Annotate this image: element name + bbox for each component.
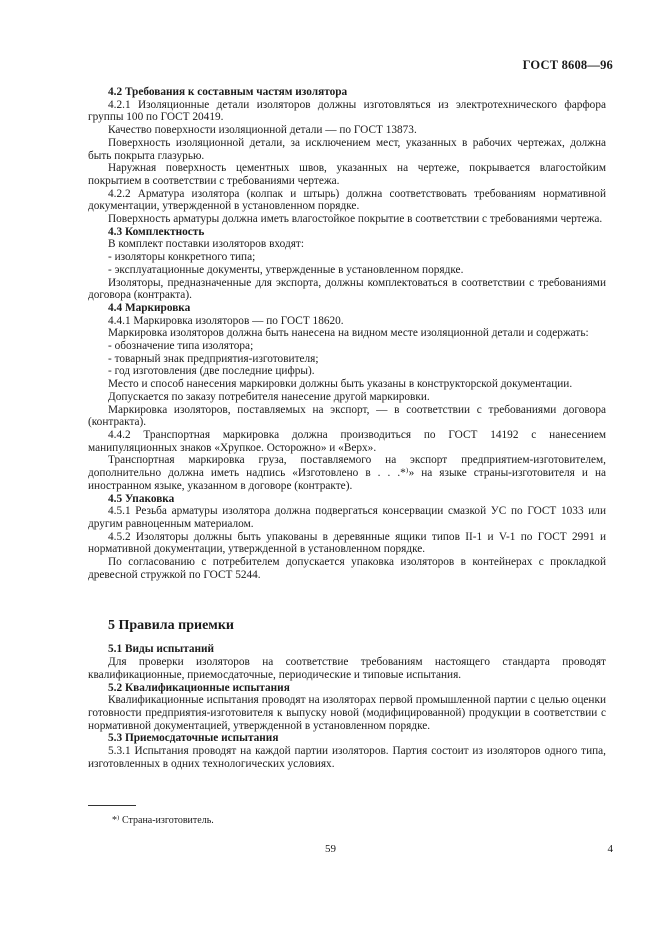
footnote-divider [88,805,136,806]
paragraph: Поверхность изоляционной детали, за исключением мест, указанных в рабочих чертежах, должна быть покрыта глазурью. [88,136,606,162]
subsection-heading: 4.5 Упаковка [108,492,175,505]
paragraph: Квалификационные испытания проводят на изоляторах первой промышленной партии с целью оценки готовности предприятия-изготовителя к выпуску новой (модифицированной) продукции в соответствии с нормативной документацией, утвержденной в установленном порядке. [88,694,606,732]
paragraph: Поверхность арматуры должна иметь влагостойкое покрытие в соответствии с требованиями чертежа. [108,213,603,226]
paragraph: Маркировка изоляторов, поставляемых на экспорт, — в соответствии с требованиями договора (контракта). [88,403,606,429]
paragraph: Качество поверхности изоляционной детали — по ГОСТ 13873. [108,124,417,137]
paragraph: 5.3.1 Испытания проводят на каждой партии изоляторов. Партия состоит из изоляторов одного типа, изготовленных в одних технологических условиях. [88,745,606,770]
subsection-heading: 4.4 Маркировка [108,301,191,314]
page-number-center: 59 [325,843,336,855]
paragraph: 4.2.1 Изоляционные детали изоляторов должны изготовляться из электротехнического фарфора группы 100 по ГОСТ 20419. [88,98,606,124]
paragraph: Допускается по заказу потребителя нанесение другой маркировки. [108,390,430,403]
paragraph: Маркировка изоляторов должна быть нанесена на видном месте изоляционной детали и содержать: [108,327,589,340]
paragraph: По согласованию с потребителем допускается упаковка изоляторов в контейнерах с прокладкой древесной стружкой по ГОСТ 5244. [88,556,606,581]
page-number-right: 4 [607,843,613,855]
paragraph: 4.4.2 Транспортная маркировка должна производиться по ГОСТ 14192 с нанесением манипуляционных знаков «Хрупкое. Осторожно» и «Верх». [88,428,606,454]
page-header: ГОСТ 8608—96 [522,58,613,72]
paragraph: Место и способ нанесения маркировки должны быть указаны в конструкторской документации. [108,378,573,391]
footnote [112,815,214,826]
paragraph: Для проверки изоляторов на соответствие требованиям настоящего стандарта проводят квалификационные, приемосдаточные, периодические и типовые испытания. [88,656,606,681]
subsection-heading: 4.2 Требования к составным частям изолятора [108,86,348,98]
footnote-mark: *⁾ [112,815,120,826]
subsection-heading: 5.3 Приемосдаточные испытания [108,732,279,745]
subsection-heading: 5.1 Виды испытаний [108,643,215,656]
footnote-text: Страна-изготовитель. [121,815,214,826]
paragraph: - обозначение типа изолятора; [108,340,254,353]
paragraph: - год изготовления (две последние цифры). [108,365,315,378]
subsection-heading: 5.2 Квалификационные испытания [108,681,290,694]
subsection-heading: 4.3 Комплектность [108,225,205,238]
paragraph: - изоляторы конкретного типа; [108,251,256,264]
paragraph: 4.5.1 Резьба арматуры изолятора должна подвергаться консервации смазкой УС по ГОСТ 1033 или другим равноценным материалом. [88,505,606,530]
document-body [88,86,606,770]
paragraph: - товарный знак предприятия-изготовителя; [108,352,319,365]
paragraph: Изоляторы, предназначенные для экспорта, должны комплектоваться в соответствии с требованиями договора (контракта). [88,276,606,302]
paragraph: В комплект поставки изоляторов входят: [108,238,304,251]
paragraph: - эксплуатационные документы, утвержденные в установленном порядке. [108,263,464,276]
paragraph: 4.2.2 Арматура изолятора (колпак и штырь) должна соответствовать требованиям нормативной документации, утвержденной в установленном порядке. [88,187,606,213]
paragraph: Наружная поверхность цементных швов, указанных на чертеже, покрывается влагостойким покрытием в соответствии с требованиями чертежа. [88,162,606,187]
paragraph: 4.5.2 Изоляторы должны быть упакованы в деревянные ящики типов II-1 и V-1 по ГОСТ 2991 и нормативной документации, утвержденной в установленном порядке. [88,530,606,556]
paragraph: Транспортная маркировка груза, поставляемого на экспорт предприятием-изготовителем, дополнительно должна иметь надпись «Изготовлено в . . .*⁾» на языке страны-изготовителя и на иностранном языке, указанном в договоре (контракте). [88,454,606,492]
paragraph: 4.4.1 Маркировка изоляторов — по ГОСТ 18620. [108,314,344,327]
section-heading: 5 Правила приемки [108,618,234,634]
